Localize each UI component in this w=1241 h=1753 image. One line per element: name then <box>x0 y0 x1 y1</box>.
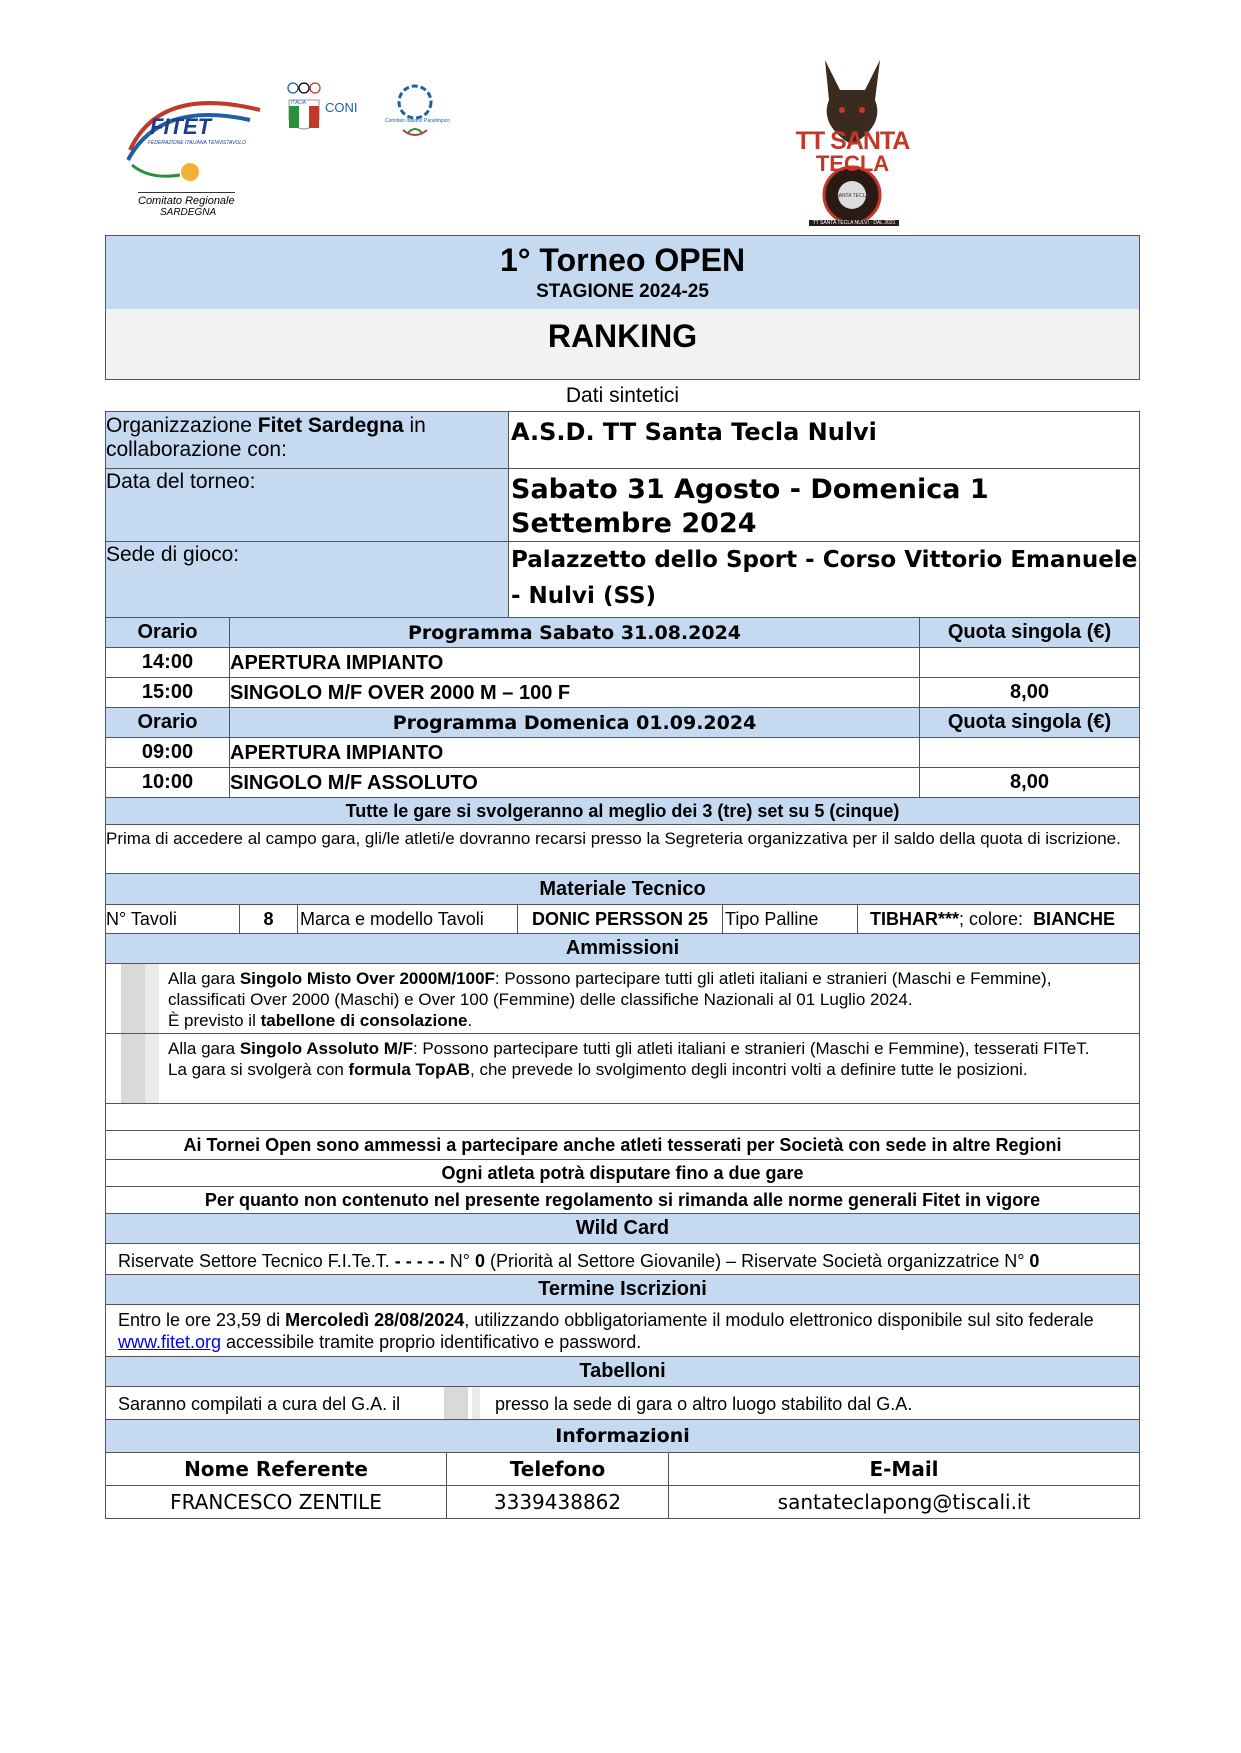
cip-logo <box>385 80 465 150</box>
draws-title: Tabelloni <box>105 1357 1140 1387</box>
draws-row: Saranno compilati a cura del G.A. il presso la sede di gara o altro luogo stabilito dal G.A. <box>105 1387 1140 1420</box>
org-label: Organizzazione Fitet Sardegna in collaborazione con: <box>106 414 426 461</box>
fitet-title: FITET <box>150 114 212 139</box>
rule-row: Per quanto non contenuto nel presente regolamento si rimanda alle norme generali Fitet in vigore <box>105 1187 1140 1214</box>
season-label: STAGIONE 2024-25 <box>536 281 709 302</box>
balls-value: TIBHAR***; colore: BIANCHE <box>857 905 1139 933</box>
fitet-region-line1: Comitato Regionale <box>138 192 235 207</box>
schedule-row: 10:00 SINGOLO M/F ASSOLUTO 8,00 <box>105 768 1140 798</box>
org-row <box>105 411 1140 469</box>
admission-block <box>105 1034 1140 1104</box>
org-value: A.S.D. TT Santa Tecla Nulvi <box>511 418 877 446</box>
brand-label: Marca e modello Tavoli <box>297 905 517 933</box>
access-note: Prima di accedere al campo gara, gli/le atleti/e dovranno recarsi presso la Segreteria organizzativa per il saldo della quota di iscrizione. <box>105 825 1140 874</box>
fitet-region-line2: SARDEGNA <box>160 207 217 218</box>
admission-block <box>105 964 1140 1034</box>
schedule-row: 15:00 SINGOLO M/F OVER 2000 M – 100 F 8,00 <box>105 678 1140 708</box>
rule-row: Ogni atleta potrà disputare fino a due gare <box>105 1160 1140 1187</box>
tables-label: N° Tavoli <box>106 909 177 929</box>
empty-row <box>105 1104 1140 1131</box>
coni-logo <box>285 80 365 140</box>
admission-text-1: Alla gara Singolo Misto Over 2000M/100F: Possono partecipare tutti gli atleti italiani e stranieri (Maschi e Femmine), classificati Over 2000 (Maschi) e Over 100 (Femmine) delle classifiche Nazionali al 01 Luglio 2024. È previsto il tabellone di consolazione. <box>168 969 1052 1030</box>
venue-value: Palazzetto dello Sport - Corso Vittorio Emanuele - Nulvi (SS) <box>511 547 1138 609</box>
contacts-title: Informazioni <box>105 1420 1140 1453</box>
admissions-title: Ammissioni <box>105 934 1140 964</box>
club-name-line1: TT SANTA <box>795 127 910 155</box>
coni-text: CONI <box>325 100 358 115</box>
contacts-header: Nome Referente Telefono E-Mail <box>105 1453 1140 1486</box>
coni-italia: ITALIA <box>291 100 306 106</box>
rule-row: Ai Tornei Open sono ammessi a partecipare anche atleti tesserati per Società con sede in altre Regioni <box>105 1131 1140 1160</box>
col-fee: Quota singola (€) <box>919 618 1139 647</box>
fitet-subtitle: FEDERAZIONE ITALIANA TENNISTAVOLO <box>148 140 246 146</box>
date-value: Sabato 31 Agosto - Domenica 1 Settembre 2024 <box>511 474 989 539</box>
date-row <box>105 469 1140 542</box>
schedule-row: 14:00 APERTURA IMPIANTO <box>105 648 1140 678</box>
contact-name: FRANCESCO ZENTILE <box>170 1490 382 1514</box>
sets-note: Tutte le gare si svolgeranno al meglio dei 3 (tre) set su 5 (cinque) <box>105 798 1140 825</box>
club-logo <box>795 55 910 225</box>
admission-text-2: Alla gara Singolo Assoluto M/F: Possono partecipare tutti gli atleti italiani e stranieri (Maschi e Femmine), tesserati FITeT. La gara si svolgerà con formula TopAB, che prevede lo svolgimento degli incontri volti a definire tutte le posizioni. <box>168 1039 1090 1079</box>
venue-label: Sede di gioco: <box>106 543 240 566</box>
page-title: 1° Torneo OPEN <box>499 242 746 278</box>
fitet-link[interactable]: www.fitet.org <box>118 1332 222 1352</box>
club-badge-text: SANTA TECLA <box>835 193 869 199</box>
venue-row <box>105 542 1140 618</box>
saturday-title: Programma Sabato 31.08.2024 <box>229 618 919 647</box>
col-time: Orario <box>137 621 198 643</box>
contacts-row <box>105 1486 1140 1519</box>
brand-value: DONIC PERSSON 25 <box>517 905 722 933</box>
date-label: Data del torneo: <box>106 470 256 493</box>
balls-label: Tipo Palline <box>722 905 857 933</box>
material-row <box>105 905 1140 934</box>
dati-sintetici-caption: Dati sintetici <box>565 384 680 407</box>
contact-phone: 3339438862 <box>446 1486 668 1518</box>
cip-text: Comitato Italiano Paralimpico <box>385 118 451 124</box>
schedule-header-sunday: Orario Programma Domenica 01.09.2024 Quota singola (€) <box>105 708 1140 738</box>
club-ring-text: TT SANTA TECLA NULVI · DAL 2021 <box>809 220 899 226</box>
deadline-title: Termine Iscrizioni <box>105 1275 1140 1305</box>
club-name-line2: TECLA <box>815 151 890 176</box>
schedule-row: 09:00 APERTURA IMPIANTO <box>105 738 1140 768</box>
header-box <box>105 235 1140 380</box>
contact-email[interactable]: santateclapong@tiscali.it <box>668 1486 1139 1518</box>
schedule-header-saturday <box>105 618 1140 648</box>
deadline-row: Entro le ore 23,59 di Mercoledì 28/08/2024, utilizzando obbligatoriamente il modulo elettronico disponibile sul sito federale www.fitet.org accessibile tramite proprio identificativo e password. <box>105 1305 1140 1357</box>
coni-rings-icon <box>285 80 325 140</box>
tables-value: 8 <box>239 905 297 933</box>
fitet-logo <box>120 80 270 220</box>
wildcard-title: Wild Card <box>105 1214 1140 1244</box>
wildcard-row: Riservate Settore Tecnico F.I.Te.T. - - - - - N° 0 (Priorità al Settore Giovanile) – Riservate Società organizzatrice N° 0 <box>105 1244 1140 1275</box>
category-label: RANKING <box>547 318 698 354</box>
sunday-title: Programma Domenica 01.09.2024 <box>229 708 919 737</box>
material-title: Materiale Tecnico <box>105 874 1140 905</box>
cip-globe-icon <box>385 80 445 140</box>
